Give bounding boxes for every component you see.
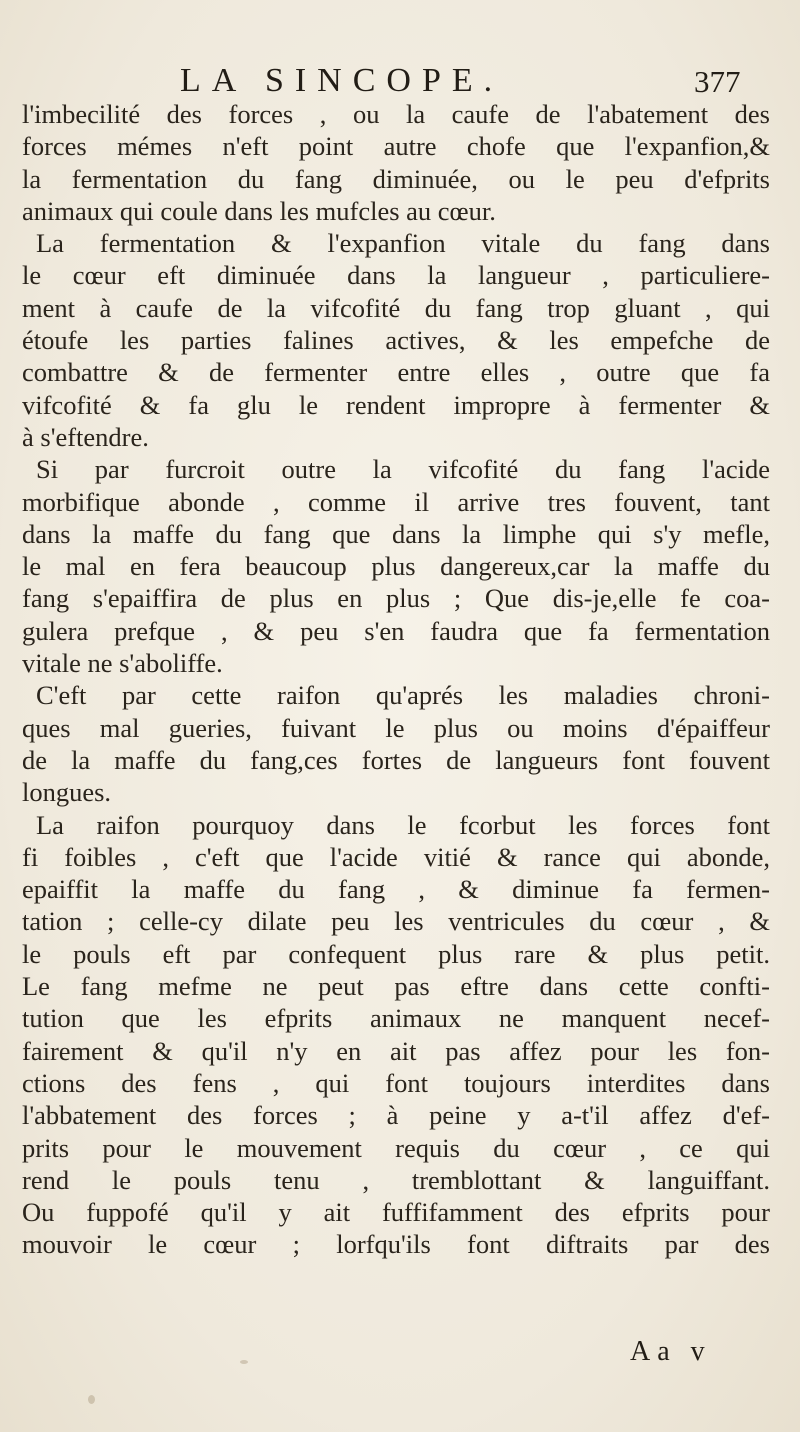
signature-mark: Aa v xyxy=(630,1336,712,1367)
text-line: l'abbatement des forces ; à peine y a-t'il affez d'ef- xyxy=(22,1100,770,1131)
text-line: mouvoir le cœur ; lorfqu'ils font diftraits par des xyxy=(22,1229,770,1260)
text-line: de la maffe du fang,ces fortes de langueurs font fouvent xyxy=(22,744,770,775)
text-line: fi foibles , c'eft que l'acide vitié & rance qui abonde, xyxy=(22,841,770,872)
page-header xyxy=(0,62,800,102)
text-line: tution que les efprits animaux ne manquent necef- xyxy=(22,1003,770,1034)
text-line: le cœur eft diminuée dans la langueur , particuliere- xyxy=(22,260,770,291)
text-line: la fermentation du fang diminuée, ou le peu d'efprits xyxy=(22,163,770,194)
text-line: Le fang mefme ne peut pas eftre dans cette confti- xyxy=(22,971,770,1002)
ink-spot xyxy=(88,1395,95,1404)
text-line: combattre & de fermenter entre elles , outre que fa xyxy=(22,357,770,388)
text-line: longues. xyxy=(22,777,112,808)
running-title: LA SINCOPE. xyxy=(180,62,504,99)
text-line: ques mal gueries, fuivant le plus ou moins d'épaiffeur xyxy=(22,712,770,743)
text-line: dans la maffe du fang que dans la limphe qui s'y mefle, xyxy=(22,518,770,549)
body-text xyxy=(22,98,770,1261)
text-line: epaiffit la maffe du fang , & diminue fa fermen- xyxy=(22,874,770,905)
text-line: La raifon pourquoy dans le fcorbut les forces font xyxy=(36,809,770,840)
ink-spot xyxy=(240,1360,248,1364)
text-line: étoufe les parties falines actives, & les empefche de xyxy=(22,325,770,356)
text-line: morbifique abonde , comme il arrive tres fouvent, tant xyxy=(22,486,770,517)
text-line: tation ; celle-cy dilate peu les ventricules du cœur , & xyxy=(22,906,770,937)
text-line: animaux qui coule dans les mufcles au cœur. xyxy=(22,195,496,226)
text-line: ment à caufe de la vifcofité du fang trop gluant , qui xyxy=(22,292,770,323)
text-line: vitale ne s'aboliffe. xyxy=(22,648,223,679)
text-line: C'eft par cette raifon qu'aprés les maladies chroni- xyxy=(36,680,770,711)
text-line: à s'eftendre. xyxy=(22,421,149,452)
text-line: La fermentation & l'expanfion vitale du fang dans xyxy=(36,228,770,259)
text-line: vifcofité & fa glu le rendent impropre à fermenter & xyxy=(22,389,770,420)
text-line: Si par furcroit outre la vifcofité du fang l'acide xyxy=(36,454,770,485)
text-line: gulera prefque , & peu s'en faudra que fa fermentation xyxy=(22,615,770,646)
text-line: rend le pouls tenu , tremblottant & languiffant. xyxy=(22,1164,770,1195)
text-line: Ou fuppofé qu'il y ait fuffifamment des efprits pour xyxy=(22,1197,770,1228)
text-line: le pouls eft par confequent plus rare & plus petit. xyxy=(22,938,770,969)
page-number: 377 xyxy=(694,64,741,99)
text-line: fang s'epaiffira de plus en plus ; Que dis-je,elle fe coa- xyxy=(22,583,770,614)
text-line: prits pour le mouvement requis du cœur , ce qui xyxy=(22,1132,770,1163)
text-line: l'imbecilité des forces , ou la caufe de l'abatement des xyxy=(22,99,770,129)
text-line: fairement & qu'il n'y en ait pas affez pour les fon- xyxy=(22,1035,770,1066)
text-line: le mal en fera beaucoup plus dangereux,car la maffe du xyxy=(22,551,770,582)
text-line: forces mémes n'eft point autre chofe que l'expanfion,& xyxy=(22,131,770,162)
text-line: ctions des fens , qui font toujours interdites dans xyxy=(22,1067,770,1098)
